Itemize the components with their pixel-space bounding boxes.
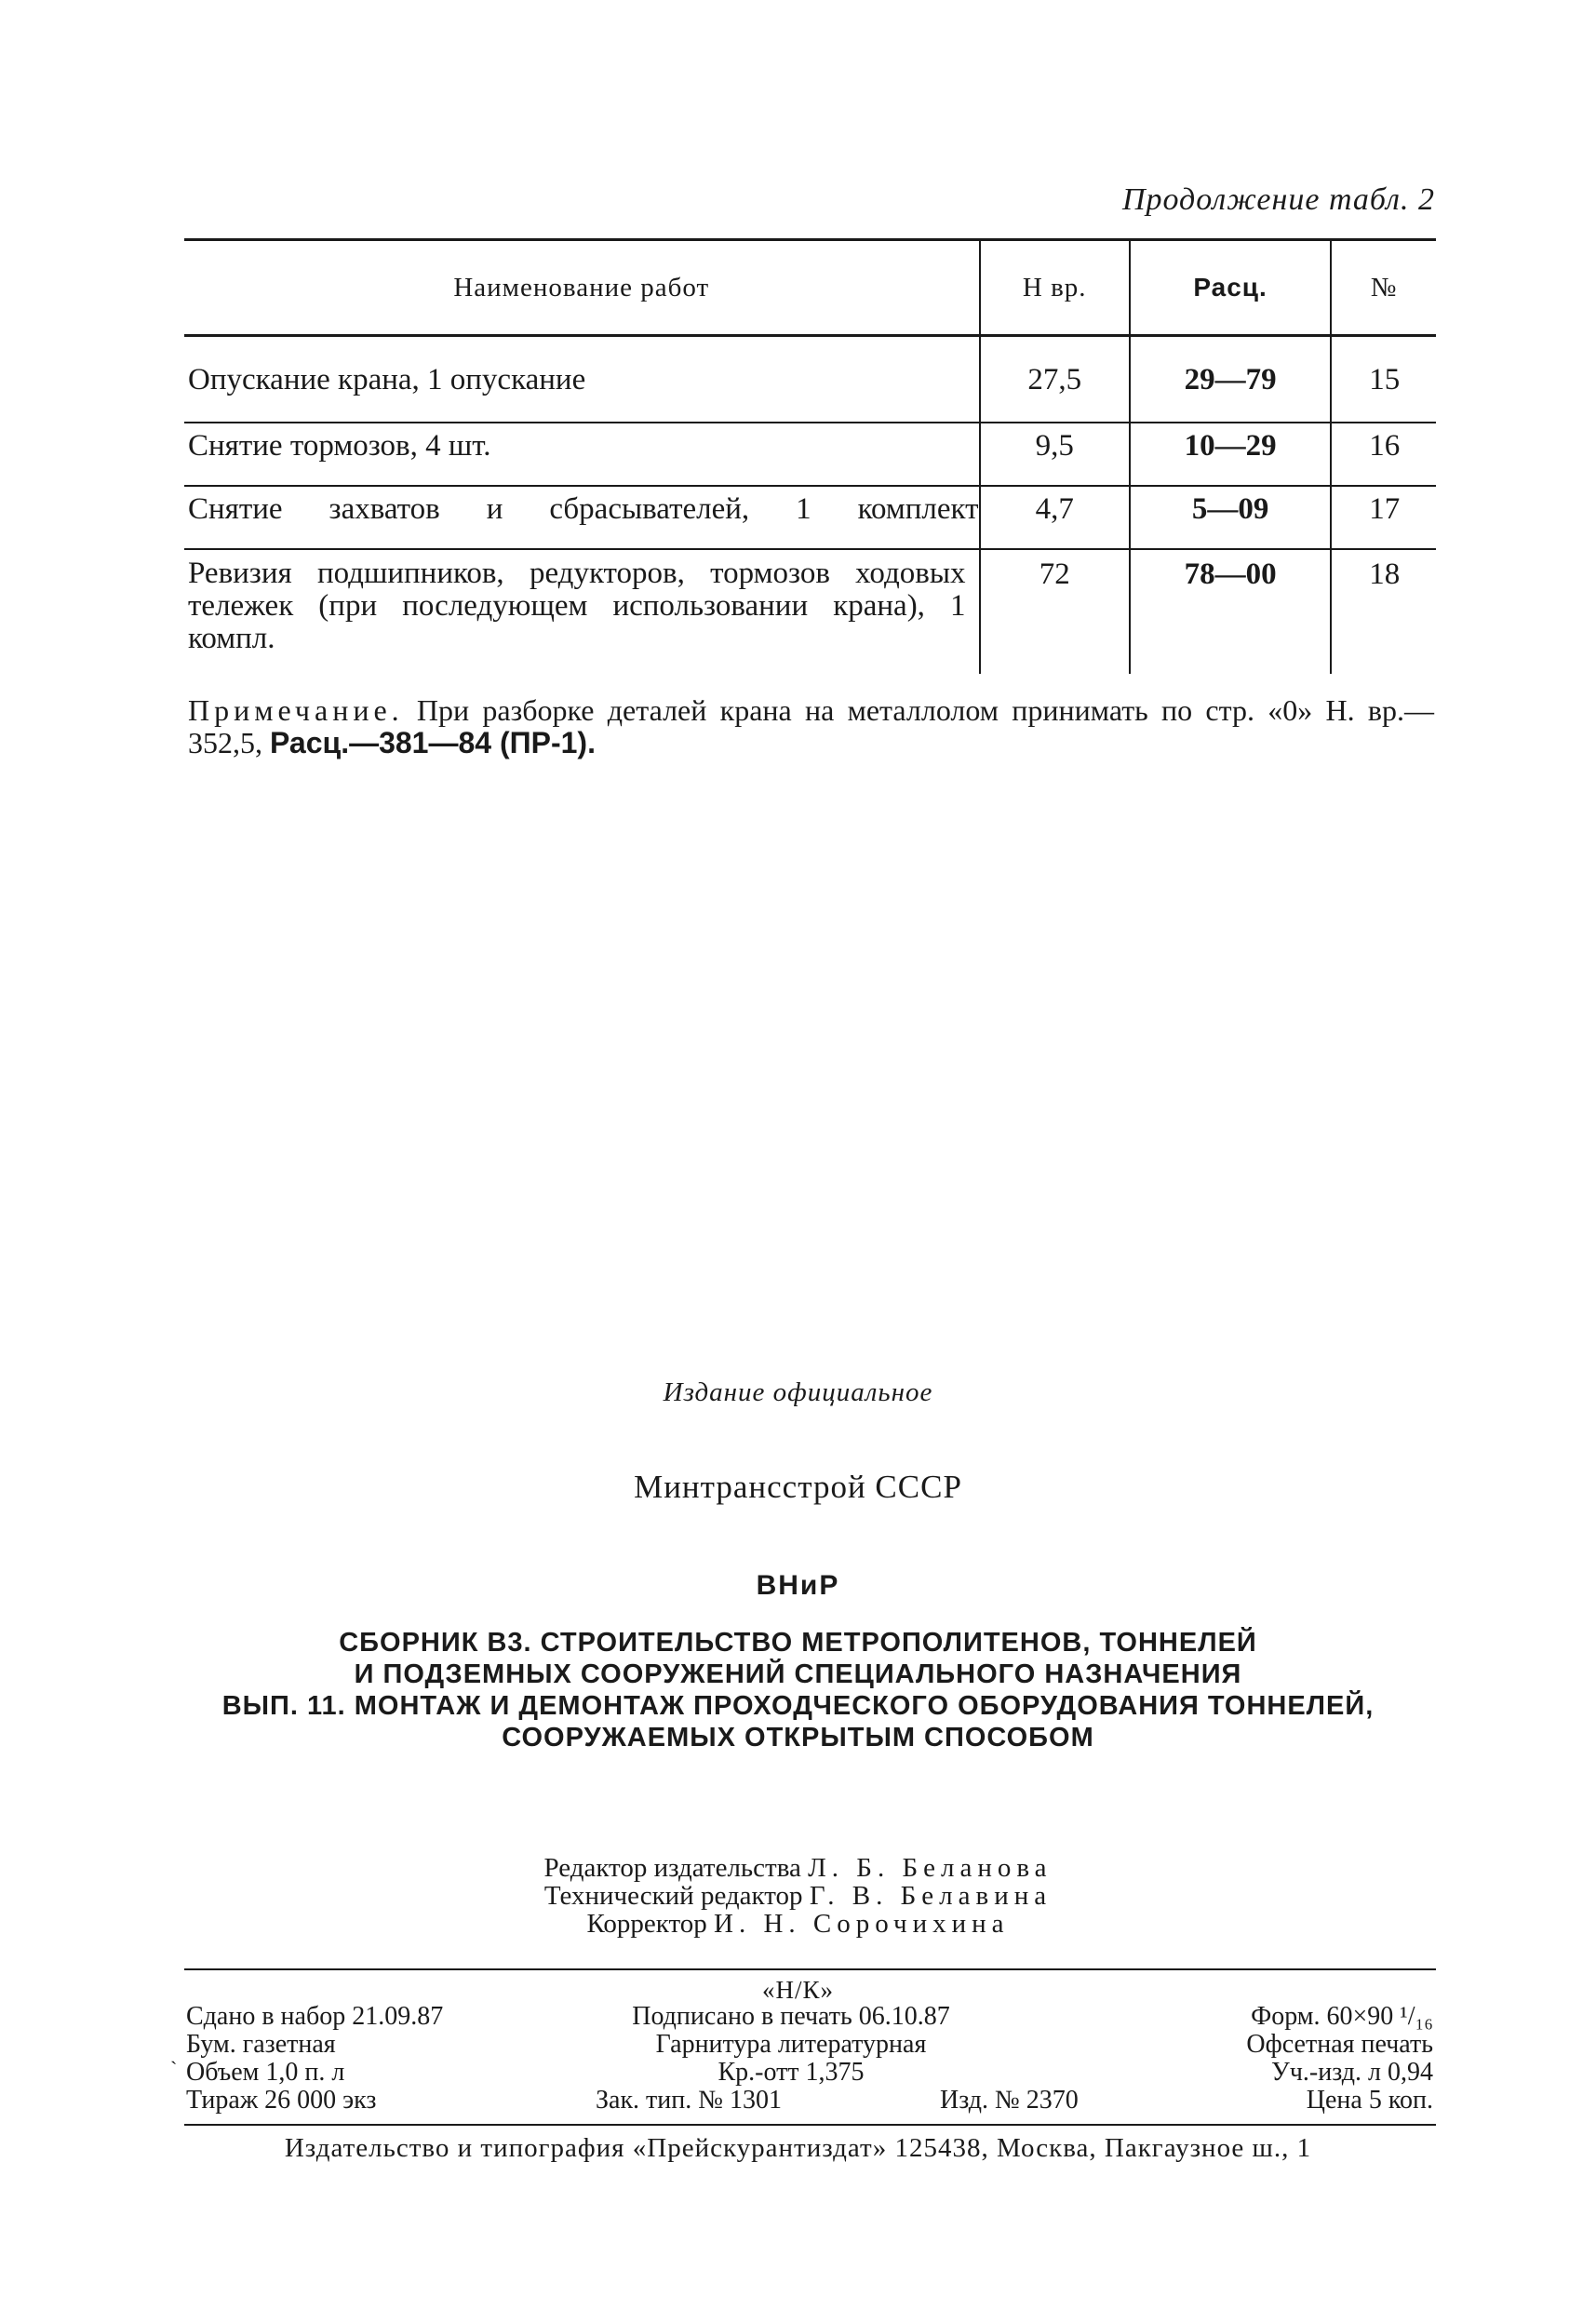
imprint-publisher-number: Изд. № 2370 <box>940 2086 1079 2115</box>
table-row <box>184 423 1436 486</box>
credit-line: Корректор И. Н. Сорочихина <box>586 1909 1010 1939</box>
row-work-name: Снятие тормозов, 4 шт. <box>184 423 980 486</box>
row-number: 16 <box>1331 423 1436 486</box>
imprint-left-column: Сдано в набор 21.09.87 Бум. газетная Объем 1,0 п. л Тираж 26 000 экз <box>186 2002 444 2115</box>
table-row <box>184 336 1436 423</box>
row-rate: 29—79 <box>1130 336 1331 423</box>
imprint-middle-column: Подписано в печать 06.10.87 Гарнитура литературная Кр.-отт 1,375 Зак. тип. № 1301 <box>596 2002 950 2115</box>
title-line: СООРУЖАЕМЫХ ОТКРЫТЫМ СПОСОБОМ <box>502 1723 1094 1753</box>
imprint-right-column: Форм. 60×90 ¹/₁₆ Офсетная печать Уч.-изд. л 0,94 Цена 5 коп. <box>1246 2002 1433 2115</box>
table-row <box>184 486 1436 549</box>
note-text: При разборке деталей крана на металлолом принимать по стр. «0» Н. вр.—352,5, <box>188 693 1435 759</box>
imprint-top-rule <box>184 1968 1436 1970</box>
note-bold-text: Расц.—381—84 (ПР-1). <box>270 726 596 759</box>
row-rate: 10—29 <box>1130 423 1331 486</box>
row-number: 17 <box>1331 486 1436 549</box>
table-note <box>188 694 1434 759</box>
header-rate: Расц. <box>1130 240 1331 336</box>
row-time-norm: 72 <box>980 549 1130 674</box>
row-rate: 78—00 <box>1130 549 1331 674</box>
norms-table <box>184 238 1436 674</box>
series-name: ВНиР <box>756 1570 840 1601</box>
edition-label: Издание официальное <box>663 1377 933 1407</box>
publisher-footer: Издательство и типография «Прейскурантиздат» 125438, Москва, Пакгаузное ш., 1 <box>284 2133 1312 2163</box>
ministry-name: Минтрансстрой СССР <box>634 1469 962 1505</box>
row-time-norm: 27,5 <box>980 336 1130 423</box>
credit-line: Редактор издательства Л. Б. Беланова <box>543 1853 1053 1883</box>
imprint-bottom-rule <box>184 2124 1436 2126</box>
credit-line: Технический редактор Г. В. Белавина <box>543 1881 1053 1911</box>
title-line: СБОРНИК В3. СТРОИТЕЛЬСТВО МЕТРОПОЛИТЕНОВ, ТОННЕЛЕЙ <box>339 1628 1257 1658</box>
imprint-code: «Н/К» <box>761 1976 834 2004</box>
row-work-name: Снятие захватов и сбрасывателей, 1 комплект <box>184 486 980 549</box>
title-line: И ПОДЗЕМНЫХ СООРУЖЕНИЙ СПЕЦИАЛЬНОГО НАЗНАЧЕНИЯ <box>354 1659 1242 1689</box>
row-time-norm: 9,5 <box>980 423 1130 486</box>
continuation-label: Продолжение табл. 2 <box>1121 182 1435 217</box>
header-work-name: Наименование работ <box>184 240 980 336</box>
note-heading: Примечание. <box>188 693 404 727</box>
row-work-name: Опускание крана, 1 опускание <box>188 363 586 396</box>
row-work-name: Ревизия подшипников, редукторов, тормозов ходовых тележек (при последующем использовании крана), 1 компл. <box>184 549 980 674</box>
collection-title <box>0 1627 1596 1753</box>
row-number: 18 <box>1331 549 1436 674</box>
table-header-row <box>184 240 1436 336</box>
header-time-norm: Н вр. <box>980 240 1130 336</box>
row-number: 15 <box>1331 336 1436 423</box>
row-rate: 5—09 <box>1130 486 1331 549</box>
title-line: ВЫП. 11. МОНТАЖ И ДЕМОНТАЖ ПРОХОДЧЕСКОГО ОБОРУДОВАНИЯ ТОННЕЛЕЙ, <box>221 1691 1375 1721</box>
table-row <box>184 549 1436 674</box>
header-number: № <box>1331 240 1436 336</box>
margin-tick: ` <box>170 2057 178 2080</box>
row-time-norm: 4,7 <box>980 486 1130 549</box>
credits-block <box>0 1854 1596 1938</box>
